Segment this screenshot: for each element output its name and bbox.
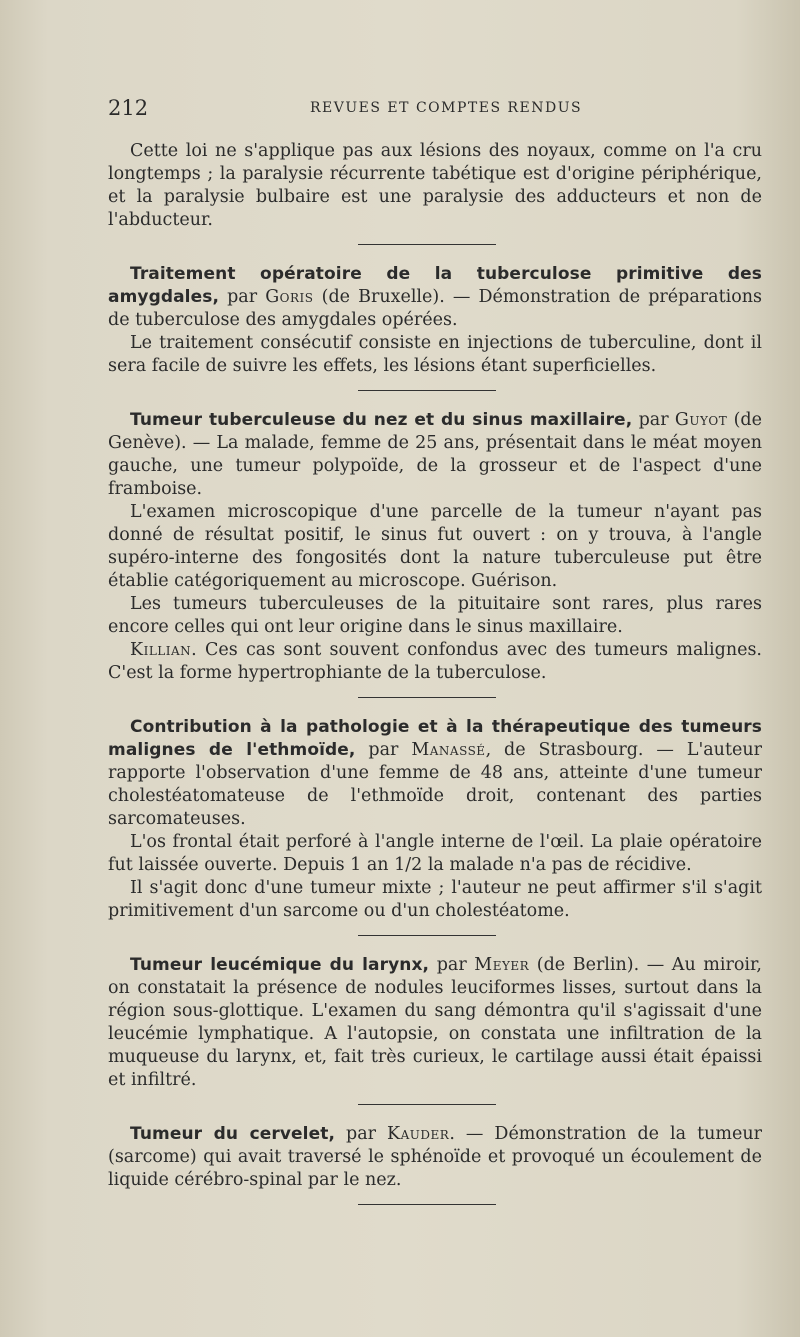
section-text: . — Démonstration de la tumeur (sarcome) qui avait traversé le sphénoïde et provoqué un écoulement de liquide cérébro-spinal par le nez. bbox=[108, 1124, 762, 1190]
section-divider bbox=[358, 935, 496, 936]
section-divider bbox=[358, 1204, 496, 1205]
section-nez-lead bbox=[108, 409, 762, 501]
paragraph: Il s'agit donc d'une tumeur mixte ; l'auteur ne peut affirmer s'il s'agit primitivement d'un sarcome ou d'un cholestéatome. bbox=[108, 878, 762, 921]
page-content bbox=[108, 140, 762, 1223]
section-text: (de Genève). — La malade, femme de 25 ans, présentait dans le méat moyen gauche, une tumeur polypoïde, de la grosseur et de l'aspect d'une framboise. bbox=[108, 410, 762, 499]
running-title: REVUES ET COMPTES RENDUS bbox=[310, 100, 583, 116]
section-cervelet-lead bbox=[108, 1123, 762, 1192]
section-amygdales-lead bbox=[108, 263, 762, 332]
paragraph: L'os frontal était perforé à l'angle interne de l'œil. La plaie opératoire fut laissée ouverte. Depuis 1 an 1/2 la malade n'a pas de récidive. bbox=[108, 832, 762, 875]
section-title: Contribution à la pathologie et à la thérapeutique des tumeurs malignes de l'ethmoïde, bbox=[108, 717, 762, 760]
section-text: (de Berlin). — Au miroir, on constatait la présence de nodules leuciformes lisses, surtout dans la région sous-glottique. L'examen du sang démontra qu'il s'agissait d'une leucémie lymphatique. A l'autopsie, on constata une infiltration de la muqueuse du larynx, et, fait très curieux, le cartilage aussi était épaissi et infiltré. bbox=[108, 955, 762, 1090]
paragraph: Les tumeurs tuberculeuses de la pituitaire sont rares, plus rares encore celles qui ont leur origine dans le sinus maxillaire. bbox=[108, 594, 762, 637]
section-title: Tumeur leucémique du larynx, bbox=[130, 955, 430, 975]
page-header bbox=[108, 96, 768, 126]
author-name: Killian bbox=[130, 640, 192, 660]
by-text: par bbox=[219, 287, 266, 307]
section-title: Tumeur tuberculeuse du nez et du sinus maxillaire, bbox=[130, 410, 633, 430]
page-number: 212 bbox=[108, 96, 149, 120]
paragraph: L'examen microscopique d'une parcelle de la tumeur n'ayant pas donné de résultat positif, le sinus fut ouvert : on y trouva, à l'angle supéro-interne des fongosités dont la nature tuberculeuse put être établie catégoriquement au microscope. Guérison. bbox=[108, 502, 762, 591]
paragraph: Le traitement consécutif consiste en injections de tuberculine, dont il sera facile de suivre les effets, les lésions étant superficielles. bbox=[108, 333, 762, 376]
intro-paragraph: Cette loi ne s'applique pas aux lésions des noyaux, comme on l'a cru longtemps ; la paralysie récurrente tabétique est d'origine périphérique, et la paralysie bulbaire est une paralysie des adducteurs et non de l'abducteur. bbox=[108, 141, 762, 230]
paragraph bbox=[108, 639, 762, 685]
by-text: par bbox=[355, 740, 412, 760]
by-text: par bbox=[429, 955, 475, 975]
paragraph-text: . Ces cas sont souvent confondus avec des tumeurs malignes. C'est la forme hypertrophiante de la tuberculose. bbox=[108, 640, 762, 683]
by-text: par bbox=[632, 410, 675, 430]
author-name: Kauder bbox=[387, 1124, 450, 1144]
section-larynx-lead bbox=[108, 954, 762, 1092]
section-text: , de Strasbourg. — L'auteur rapporte l'observation d'une femme de 48 ans, atteinte d'une tumeur cholestéatomateuse de l'ethmoïde droit, contenant des parties sarcomateuses. bbox=[108, 740, 762, 829]
section-title: Tumeur du cervelet, bbox=[130, 1124, 336, 1144]
by-text: par bbox=[335, 1124, 388, 1144]
section-divider bbox=[358, 390, 496, 391]
author-name: Manassé bbox=[411, 740, 486, 760]
section-divider bbox=[358, 244, 496, 245]
section-divider bbox=[358, 1104, 496, 1105]
author-name: Meyer bbox=[474, 955, 530, 975]
section-title: Traitement opératoire de la tuberculose primitive des amygdales, bbox=[108, 264, 762, 307]
author-name: Goris bbox=[265, 287, 314, 307]
section-text: (de Bruxelle). — Démonstration de préparations de tuberculose des amygdales opérées. bbox=[108, 287, 762, 330]
section-ethmoide-lead bbox=[108, 716, 762, 831]
author-name: Guyot bbox=[674, 410, 728, 430]
section-divider bbox=[358, 697, 496, 698]
